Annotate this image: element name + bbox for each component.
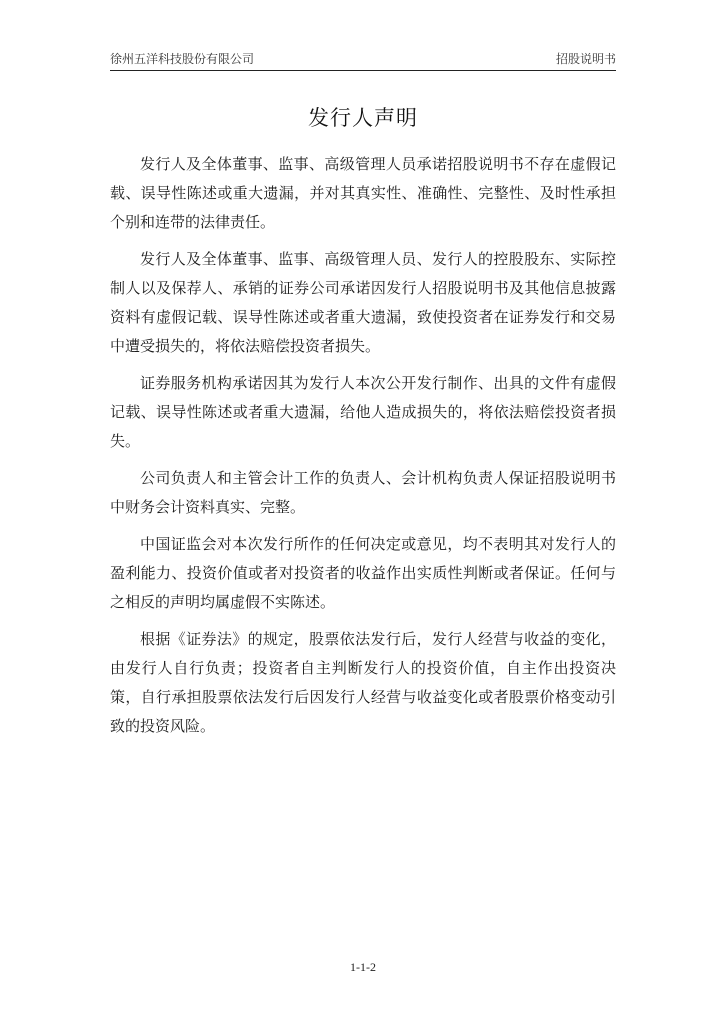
paragraph: 发行人及全体董事、监事、高级管理人员、发行人的控股股东、实际控制人以及保荐人、承销的证券公司承诺因发行人招股说明书及其他信息披露资料有虚假记载、误导性陈述或者重大遗漏，致使投资者在证券发行和交易中遭受损失的，将依法赔偿投资者损失。	[110, 250, 616, 355]
page-title: 发行人声明	[308, 106, 418, 130]
declaration-body	[110, 150, 616, 749]
paragraph: 发行人及全体董事、监事、高级管理人员承诺招股说明书不存在虚假记载、误导性陈述或重大遗漏，并对其真实性、准确性、完整性、及时性承担个别和连带的法律责任。	[110, 155, 616, 231]
paragraph: 根据《证券法》的规定，股票依法发行后，发行人经营与收益的变化，由发行人自行负责；投资者自主判断发行人的投资价值，自主作出投资决策，自行承担股票依法发行后因发行人经营与收益变化或者股票价格变动引致的投资风险。	[110, 630, 616, 735]
header-document-type: 招股说明书	[555, 52, 616, 66]
paragraph: 中国证监会对本次发行所作的任何决定或意见，均不表明其对发行人的盈利能力、投资价值或者对投资者的收益作出实质性判断或者保证。任何与之相反的声明均属虚假不实陈述。	[110, 535, 616, 611]
paragraph: 公司负责人和主管会计工作的负责人、会计机构负责人保证招股说明书中财务会计资料真实、完整。	[110, 469, 616, 516]
page-header	[110, 52, 616, 71]
page-number: 1-1-2	[350, 960, 376, 974]
header-company-name: 徐州五洋科技股份有限公司	[110, 52, 255, 66]
paragraph: 证券服务机构承诺因其为发行人本次公开发行制作、出具的文件有虚假记载、误导性陈述或者重大遗漏，给他人造成损失的，将依法赔偿投资者损失。	[110, 374, 616, 450]
